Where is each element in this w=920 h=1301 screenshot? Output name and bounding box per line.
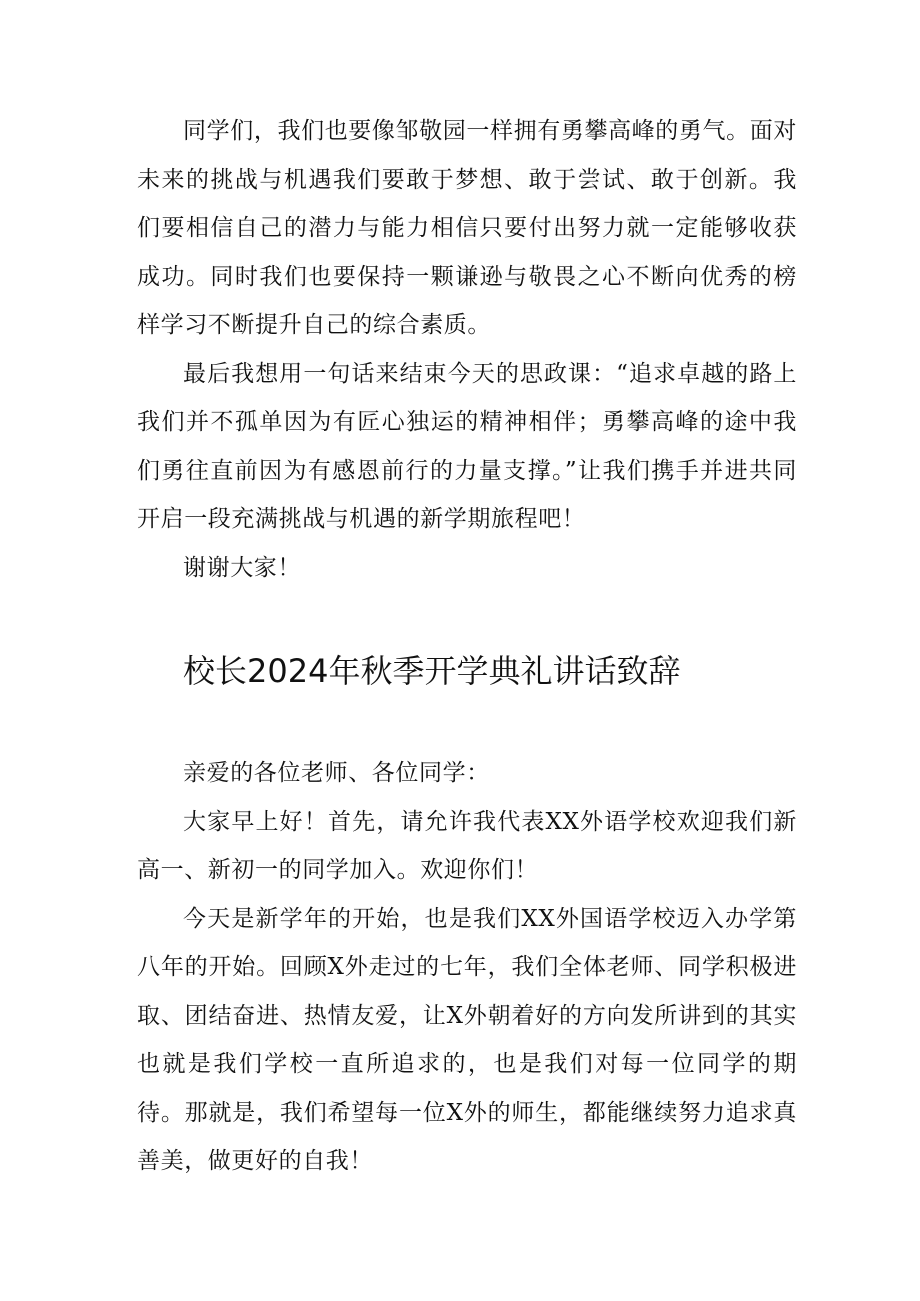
- paragraph-new-year: 今天是新学年的开始，也是我们XX外国语学校迈入办学第八年的开始。回顾X外走过的七年，我们全体老师、同学积极进取、团结奋进、热情友爱，让X外朝着好的方向发所讲到的其实也就是我们学校一直所追求的，也是我们对每一位同学的期待。那就是，我们希望每一位X外的师生，都能继续努力追求真善美，做更好的自我！: [137, 905, 797, 1174]
- paragraph-salutation: 亲爱的各位老师、各位同学：: [183, 760, 490, 786]
- paragraph-thanks: 谢谢大家！: [183, 554, 301, 581]
- paragraph-courage: 同学们，我们也要像邹敬园一样拥有勇攀高峰的勇气。面对未来的挑战与机遇我们要敢于梦想、敢于尝试、敢于创新。我们要相信自己的潜力与能力相信只要付出努力就一定能够收获成功。同时我们也要保持一颗谦逊与敬畏之心不断向优秀的榜样学习不断提升自己的综合素质。: [137, 118, 797, 338]
- paragraph-welcome: 大家早上好！首先，请允许我代表XX外语学校欢迎我们新高一、新初一的同学加入。欢迎你们！: [137, 808, 797, 883]
- speech-body: [137, 749, 797, 1186]
- speech-title: 校长2024年秋季开学典礼讲话致辞: [183, 652, 681, 690]
- closing-section: [137, 107, 797, 592]
- paragraph-closing-quote: 最后我想用一句话来结束今天的思政课：“追求卓越的路上我们并不孤单因为有匠心独运的精神相伴；勇攀高峰的途中我们勇往直前因为有感恩前行的力量支撑。”让我们携手并进共同开启一段充满挑战与机遇的新学期旅程吧！: [137, 360, 797, 532]
